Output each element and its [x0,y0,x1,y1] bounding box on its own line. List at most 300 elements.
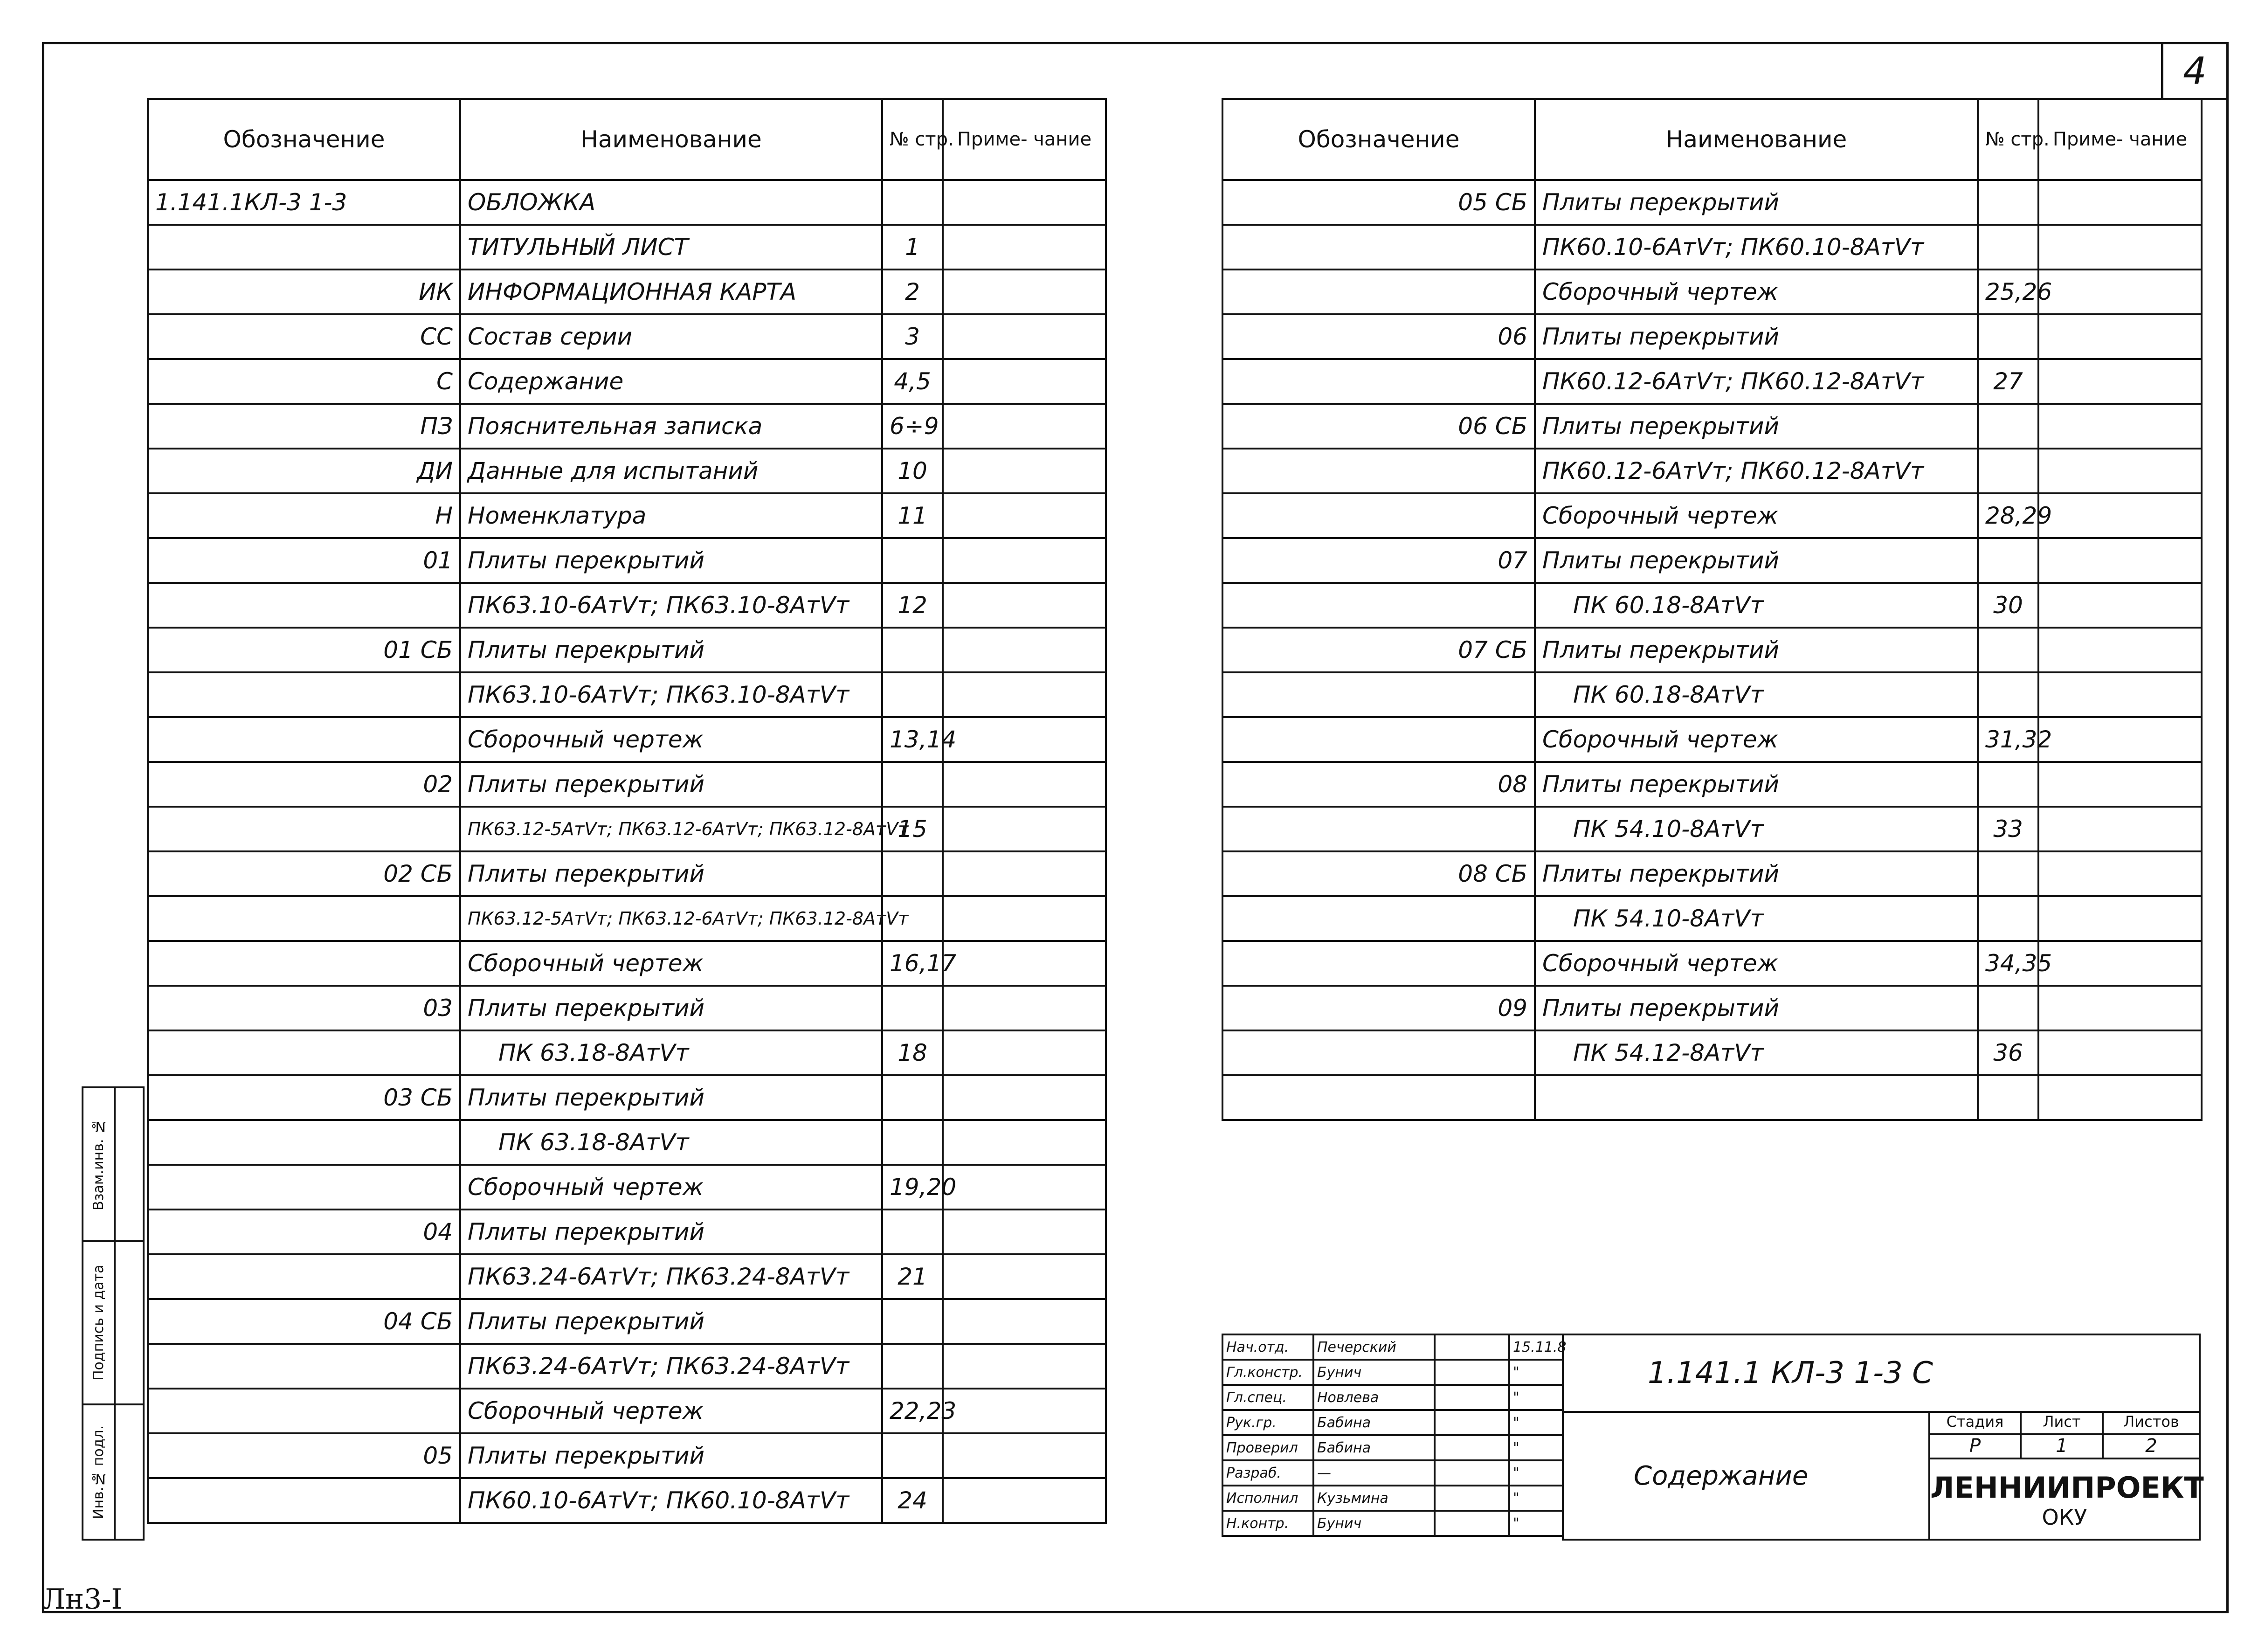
note-cell [2038,583,2202,628]
table-row [1222,583,2202,628]
role-cell: Исполнил [1222,1486,1313,1511]
page-cell [1978,762,2038,807]
designation-cell [148,941,460,986]
table-row [148,896,1106,941]
name-cell: Бунич [1313,1360,1435,1385]
table-row [1222,180,2202,225]
role-cell: Нач.отд. [1222,1334,1313,1360]
name-cell: Номенклатура [460,493,882,538]
name-cell: Плиты перекрытий [460,1210,882,1254]
note-cell [943,1389,1106,1433]
designation-cell: 03 СБ [148,1075,460,1120]
title-block [1222,1334,2204,1539]
designation-cell [1222,1030,1535,1075]
note-cell [943,583,1106,628]
note-cell [943,1075,1106,1120]
page-cell [1978,404,2038,449]
table-row [1222,538,2202,583]
page-cell [882,538,943,583]
page-cell: 24 [882,1478,943,1523]
name-cell: Кузьмина [1313,1486,1435,1511]
designation-cell [1222,449,1535,493]
side-cell-inv [115,1404,144,1540]
table-row [148,583,1106,628]
page-cell: 33 [1978,807,2038,851]
note-cell [943,672,1106,717]
page-cell: 16,17 [882,941,943,986]
designation-cell: 1.141.1КЛ-3 1-3 [148,180,460,225]
page-cell [882,1344,943,1389]
table-row [1222,762,2202,807]
document-code: 1.141.1 КЛ-3 1-3 С [1562,1334,2201,1413]
contents-table-right [1222,98,2203,1121]
table-row [1222,1030,2202,1075]
signature-cell [1435,1385,1509,1410]
designation-cell [148,225,460,270]
table-row [148,270,1106,314]
designation-cell: 08 [1222,762,1535,807]
signature-cell [1435,1334,1509,1360]
organization-block [1928,1458,2204,1541]
name-cell: ИНФОРМАЦИОННАЯ КАРТА [460,270,882,314]
sheet-number: 4 [2161,44,2226,100]
table-row [148,628,1106,672]
table-row [148,672,1106,717]
name-cell: ПК 63.18-8АтVт [460,1030,882,1075]
table-row [148,1299,1106,1344]
side-stamp-table [82,1086,145,1541]
note-cell [2038,404,2202,449]
table-row [1222,449,2202,493]
designation-cell [148,1165,460,1210]
note-cell [943,762,1106,807]
note-cell [2038,1030,2202,1075]
note-cell [943,1120,1106,1165]
table-row [1222,493,2202,538]
designation-cell [1222,672,1535,717]
organization-name: ЛЕННИИПРОЕКТ [1930,1471,2204,1505]
table-row [1222,672,2202,717]
note-cell [943,717,1106,762]
designation-cell [148,1478,460,1523]
page-cell: 30 [1978,583,2038,628]
designation-cell [148,1344,460,1389]
page-cell [1978,851,2038,896]
note-cell [2038,225,2202,270]
page-cell [1978,314,2038,359]
designation-cell [1222,896,1535,941]
table-row [148,1389,1106,1433]
note-cell [943,1299,1106,1344]
name-cell: Плиты перекрытий [460,628,882,672]
table-row [1222,941,2202,986]
page-cell: 28,29 [1978,493,2038,538]
note-cell [943,1165,1106,1210]
page-cell [882,1433,943,1478]
side-label-replace: Взам.инв. № [83,1087,115,1241]
date-cell: " [1509,1460,1563,1486]
name-cell: Содержание [460,359,882,404]
designation-cell [148,896,460,941]
note-cell [943,493,1106,538]
organization-dept: ОКУ [2042,1505,2087,1530]
designation-cell: 08 СБ [1222,851,1535,896]
page-cell: 27 [1978,359,2038,404]
signature-row [1222,1511,1563,1536]
name-cell: Сборочный чертеж [460,1389,882,1433]
note-cell [943,449,1106,493]
header-note: Приме- чание [2038,99,2202,180]
designation-cell: 02 [148,762,460,807]
table-row [148,493,1106,538]
name-cell [1535,1075,1978,1120]
designation-cell [148,1254,460,1299]
page-cell [882,1120,943,1165]
note-cell [943,314,1106,359]
note-cell [943,1210,1106,1254]
designation-cell: 01 СБ [148,628,460,672]
page-cell: 3 [882,314,943,359]
table-row [148,314,1106,359]
name-cell: ПК 60.18-8АтVт [1535,672,1978,717]
table-row [148,1165,1106,1210]
designation-cell: 05 СБ [1222,180,1535,225]
designation-cell [1222,1075,1535,1120]
table-row [148,1075,1106,1120]
name-cell: ПК60.10-6АтVт; ПК60.10-8АтVт [1535,225,1978,270]
name-cell: Новлева [1313,1385,1435,1410]
page-cell [1978,628,2038,672]
designation-cell: 04 СБ [148,1299,460,1344]
designation-cell [148,1389,460,1433]
note-cell [943,538,1106,583]
page-cell: 6÷9 [882,404,943,449]
designation-cell [148,672,460,717]
table-row [148,1030,1106,1075]
designation-cell [148,583,460,628]
table-row [148,180,1106,225]
note-cell [2038,762,2202,807]
name-cell: ОБЛОЖКА [460,180,882,225]
note-cell [2038,717,2202,762]
designation-cell [1222,583,1535,628]
table-row [148,941,1106,986]
sheet-value: 1 [2020,1433,2104,1459]
name-cell: ПК63.12-5АтVт; ПК63.12-6АтVт; ПК63.12-8АтVт [460,807,882,851]
designation-cell: ПЗ [148,404,460,449]
signature-row [1222,1486,1563,1511]
note-cell [943,941,1106,986]
note-cell [2038,896,2202,941]
side-label-inv: Инв.№ подл. [83,1404,115,1540]
page-cell [882,1299,943,1344]
designation-cell [1222,493,1535,538]
name-cell: ПК60.12-6АтVт; ПК60.12-8АтVт [1535,449,1978,493]
name-cell: Плиты перекрытий [460,762,882,807]
page-cell [882,1075,943,1120]
page-cell [882,628,943,672]
name-cell: ПК 63.18-8АтVт [460,1120,882,1165]
note-cell [943,1478,1106,1523]
table-row [1222,986,2202,1030]
designation-cell [1222,807,1535,851]
note-cell [943,986,1106,1030]
table-header [1222,99,2202,180]
note-cell [943,851,1106,896]
page-cell [1978,986,2038,1030]
name-cell: ПК 54.10-8АтVт [1535,807,1978,851]
designation-cell: 07 [1222,538,1535,583]
page-cell: 1 [882,225,943,270]
date-cell: " [1509,1511,1563,1536]
sheets-value: 2 [2102,1433,2201,1459]
name-cell: Состав серии [460,314,882,359]
name-cell: ПК63.10-6АтVт; ПК63.10-8АтVт [460,583,882,628]
name-cell: ПК63.24-6АтVт; ПК63.24-8АтVт [460,1344,882,1389]
name-cell: Сборочный чертеж [460,1165,882,1210]
note-cell [2038,1075,2202,1120]
page-cell: 4,5 [882,359,943,404]
name-cell: Плиты перекрытий [460,851,882,896]
signature-cell [1435,1360,1509,1385]
name-cell: Плиты перекрытий [460,538,882,583]
header-page: № стр. [882,99,943,180]
note-cell [943,225,1106,270]
header-note: Приме- чание [943,99,1106,180]
table-row [1222,404,2202,449]
note-cell [943,359,1106,404]
document-title: Содержание [1562,1411,1930,1541]
date-cell: " [1509,1435,1563,1460]
table-row [1222,359,2202,404]
header-designation: Обозначение [148,99,460,180]
signature-cell [1435,1460,1509,1486]
page-cell: 12 [882,583,943,628]
name-cell: Плиты перекрытий [1535,314,1978,359]
table-row [1222,1075,2202,1120]
sheet-label: Лист [2020,1411,2104,1435]
table-row [148,762,1106,807]
signature-cell [1435,1486,1509,1511]
name-cell: ПК63.10-6АтVт; ПК63.10-8АтVт [460,672,882,717]
name-cell: ПК60.10-6АтVт; ПК60.10-8АтVт [460,1478,882,1523]
page-cell: 10 [882,449,943,493]
side-label-sign: Подпись и дата [83,1241,115,1404]
table-row [1222,851,2202,896]
page-cell [882,851,943,896]
note-cell [2038,941,2202,986]
note-cell [943,180,1106,225]
name-cell: Сборочный чертеж [460,941,882,986]
note-cell [2038,314,2202,359]
note-cell [943,1030,1106,1075]
designation-cell: 05 [148,1433,460,1478]
name-cell: Бабина [1313,1410,1435,1435]
sheets-label: Листов [2102,1411,2201,1435]
note-cell [2038,270,2202,314]
designation-cell: 06 [1222,314,1535,359]
note-cell [943,404,1106,449]
note-cell [943,1344,1106,1389]
header-name: Наименование [1535,99,1978,180]
designation-cell [1222,270,1535,314]
role-cell: Гл.спец. [1222,1385,1313,1410]
designation-cell: 09 [1222,986,1535,1030]
designation-cell [148,807,460,851]
name-cell: ПК63.24-6АтVт; ПК63.24-8АтVт [460,1254,882,1299]
name-cell: Пояснительная записка [460,404,882,449]
page-cell [1978,225,2038,270]
table-row [148,225,1106,270]
note-cell [2038,449,2202,493]
page-cell [1978,180,2038,225]
name-cell: Плиты перекрытий [1535,404,1978,449]
note-cell [2038,493,2202,538]
signature-row [1222,1435,1563,1460]
table-row [1222,896,2202,941]
header-designation: Обозначение [1222,99,1535,180]
table-row [1222,270,2202,314]
name-cell: Сборочный чертеж [1535,270,1978,314]
table-row [148,1120,1106,1165]
table-row [148,851,1106,896]
page-cell [1978,896,2038,941]
page-cell: 34,35 [1978,941,2038,986]
page-cell: 2 [882,270,943,314]
signature-row [1222,1334,1563,1360]
contents-table-left [147,98,1107,1524]
name-cell: Сборочный чертеж [1535,493,1978,538]
name-cell: ПК60.12-6АтVт; ПК60.12-8АтVт [1535,359,1978,404]
note-cell [2038,672,2202,717]
table-row [148,1210,1106,1254]
name-cell: Данные для испытаний [460,449,882,493]
table-row [1222,314,2202,359]
bottom-line [124,1611,263,1613]
table-row [1222,807,2202,851]
name-cell: ПК 60.18-8АтVт [1535,583,1978,628]
designation-cell: СС [148,314,460,359]
role-cell: Рук.гр. [1222,1410,1313,1435]
designation-cell [1222,225,1535,270]
note-cell [943,807,1106,851]
page-cell: 15 [882,807,943,851]
signature-row [1222,1410,1563,1435]
name-cell: — [1313,1460,1435,1486]
role-cell: Проверил [1222,1435,1313,1460]
designation-cell [148,1030,460,1075]
table-row [148,1254,1106,1299]
header-name: Наименование [460,99,882,180]
name-cell: Плиты перекрытий [1535,538,1978,583]
name-cell: Плиты перекрытий [460,986,882,1030]
page-cell [1978,538,2038,583]
signature-table [1222,1334,1567,1537]
date-cell: " [1509,1486,1563,1511]
table-row [148,717,1106,762]
page-cell: 11 [882,493,943,538]
note-cell [2038,180,2202,225]
role-cell: Разраб. [1222,1460,1313,1486]
role-cell: Н.контр. [1222,1511,1313,1536]
designation-cell [1222,717,1535,762]
table-row [148,538,1106,583]
designation-cell: 02 СБ [148,851,460,896]
page-cell: 19,20 [882,1165,943,1210]
page-cell [882,986,943,1030]
page-cell: 36 [1978,1030,2038,1075]
table-header [148,99,1106,180]
designation-cell [1222,359,1535,404]
signature-row [1222,1360,1563,1385]
designation-cell [1222,941,1535,986]
name-cell: Сборочный чертеж [460,717,882,762]
table-row [148,1478,1106,1523]
note-cell [943,628,1106,672]
name-cell: ТИТУЛЬНЫЙ ЛИСТ [460,225,882,270]
designation-cell: Н [148,493,460,538]
name-cell: Сборочный чертеж [1535,717,1978,762]
signature-cell [1435,1511,1509,1536]
date-cell: 15.11.8 [1509,1334,1563,1360]
page-cell [882,672,943,717]
date-cell: " [1509,1360,1563,1385]
designation-cell: ДИ [148,449,460,493]
page-cell [882,180,943,225]
note-cell [943,1433,1106,1478]
table-row [1222,628,2202,672]
designation-cell: 07 СБ [1222,628,1535,672]
table-row [148,449,1106,493]
name-cell: Плиты перекрытий [1535,628,1978,672]
table-row [1222,717,2202,762]
designation-cell: 01 [148,538,460,583]
designation-cell [148,1120,460,1165]
page-cell: 18 [882,1030,943,1075]
signature-row [1222,1385,1563,1410]
name-cell: Плиты перекрытий [1535,762,1978,807]
date-cell: " [1509,1410,1563,1435]
page-cell [882,1210,943,1254]
page-cell: 31,32 [1978,717,2038,762]
table-row [148,359,1106,404]
name-cell: ПК 54.10-8АтVт [1535,896,1978,941]
name-cell: ПК63.12-5АтVт; ПК63.12-6АтVт; ПК63.12-8АтVт [460,896,882,941]
name-cell: Бабина [1313,1435,1435,1460]
page-cell: 22,23 [882,1389,943,1433]
stage-value: Р [1928,1433,2022,1459]
name-cell: Плиты перекрытий [460,1075,882,1120]
name-cell: Плиты перекрытий [460,1433,882,1478]
note-cell [943,896,1106,941]
note-cell [943,270,1106,314]
designation-cell: 03 [148,986,460,1030]
page-cell [1978,672,2038,717]
page-cell [1978,449,2038,493]
signature-cell [1435,1410,1509,1435]
table-row [1222,225,2202,270]
table-row [148,1344,1106,1389]
signature-row [1222,1460,1563,1486]
note-cell [2038,851,2202,896]
designation-cell: ИК [148,270,460,314]
name-cell: Сборочный чертеж [1535,941,1978,986]
note-cell [2038,628,2202,672]
role-cell: Гл.констр. [1222,1360,1313,1385]
designation-cell: 04 [148,1210,460,1254]
designation-cell: С [148,359,460,404]
designation-cell: 06 СБ [1222,404,1535,449]
